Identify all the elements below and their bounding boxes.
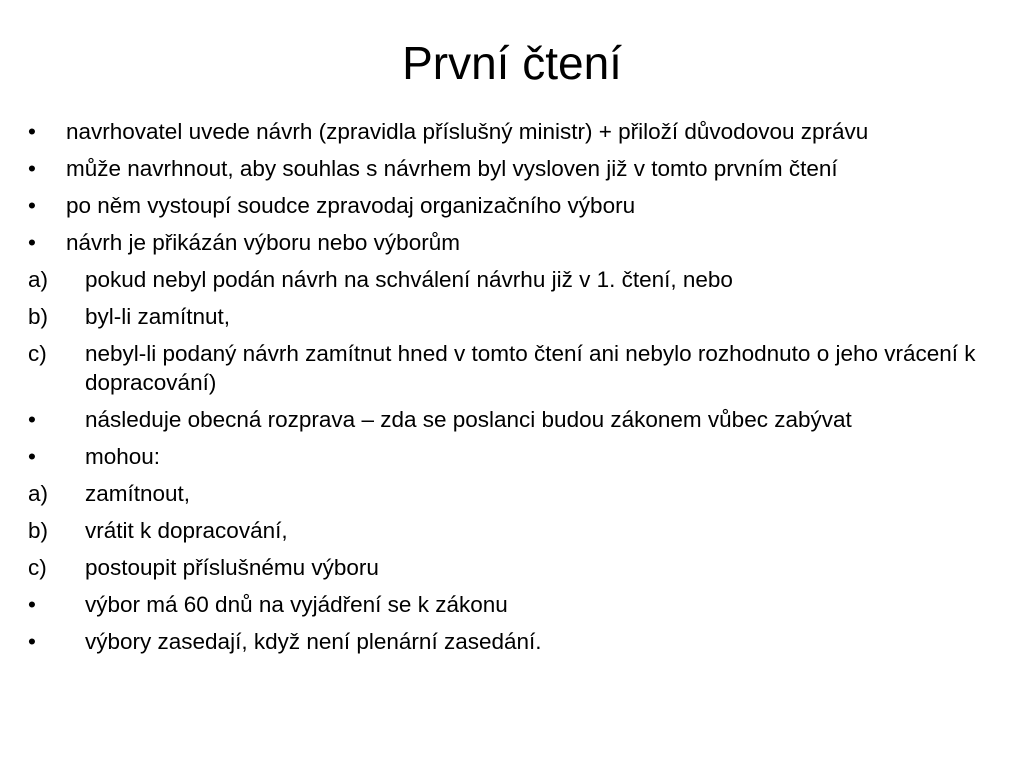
letter-marker: a) xyxy=(28,267,49,292)
list-item-text: navrhovatel uvede návrh (zpravidla příslušný ministr) + přiloží důvodovou zprávu xyxy=(66,119,869,144)
list-item-text: návrh je přikázán výboru nebo výborům xyxy=(66,230,460,255)
list-item xyxy=(28,590,1003,619)
list-item xyxy=(28,339,1003,397)
list-item-text: výbor má 60 dnů na vyjádření se k zákonu xyxy=(85,592,508,617)
list-item xyxy=(28,442,1003,471)
slide-title: První čtení xyxy=(402,37,622,89)
list-item xyxy=(28,553,1003,582)
list-item xyxy=(28,154,1003,183)
letter-marker: b) xyxy=(28,518,49,543)
letter-marker: c) xyxy=(28,555,47,580)
list-item-text: pokud nebyl podán návrh na schválení návrhu již v 1. čtení, nebo xyxy=(85,267,733,292)
list-item xyxy=(28,479,1003,508)
list-item-text: vrátit k dopracování, xyxy=(85,518,288,543)
letter-marker: c) xyxy=(28,341,47,366)
bullet-marker: • xyxy=(28,592,36,617)
list-item-text: postoupit příslušnému výboru xyxy=(85,555,379,580)
list-item-text: nebyl-li podaný návrh zamítnut hned v tomto čtení ani nebylo rozhodnuto o jeho vrácení k dopracování) xyxy=(85,341,976,395)
list-item xyxy=(28,191,1003,220)
list-item xyxy=(28,265,1003,294)
slide-content xyxy=(28,117,1003,664)
list-item-text: následuje obecná rozprava – zda se poslanci budou zákonem vůbec zabývat xyxy=(85,407,852,432)
bullet-marker: • xyxy=(28,193,36,218)
bullet-marker: • xyxy=(28,444,36,469)
list-item-text: byl-li zamítnut, xyxy=(85,304,231,329)
list-item xyxy=(28,405,1003,434)
bullet-marker: • xyxy=(28,230,36,255)
list-item xyxy=(28,627,1003,656)
list-item xyxy=(28,516,1003,545)
list-item-text: mohou: xyxy=(85,444,161,469)
letter-marker: b) xyxy=(28,304,49,329)
list-item xyxy=(28,302,1003,331)
list-item xyxy=(28,117,1003,146)
list-item-text: zamítnout, xyxy=(85,481,191,506)
bullet-marker: • xyxy=(28,407,36,432)
list-item-text: výbory zasedají, když není plenární zasedání. xyxy=(85,629,542,654)
list-item-text: může navrhnout, aby souhlas s návrhem byl vysloven již v tomto prvním čtení xyxy=(66,156,838,181)
bullet-marker: • xyxy=(28,156,36,181)
bullet-marker: • xyxy=(28,629,36,654)
list-item-text: po něm vystoupí soudce zpravodaj organizačního výboru xyxy=(66,193,636,218)
bullet-marker: • xyxy=(28,119,36,144)
letter-marker: a) xyxy=(28,481,49,506)
list-item xyxy=(28,228,1003,257)
